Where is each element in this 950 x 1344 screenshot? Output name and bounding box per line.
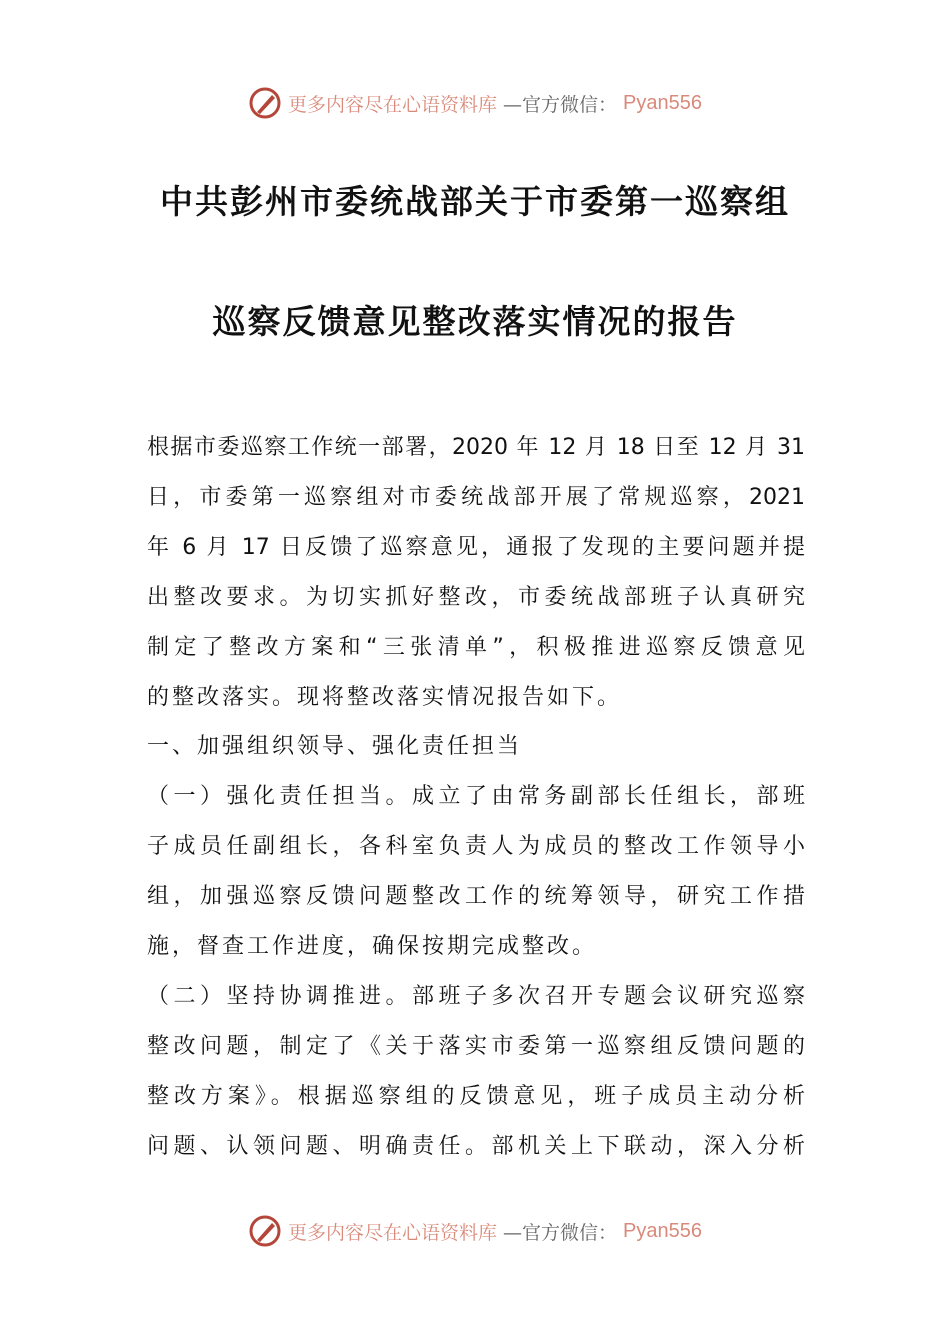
watermark-wechat-id: Pyan556 bbox=[623, 91, 702, 114]
pen-logo-icon bbox=[248, 1214, 282, 1248]
body-text-line: 整改问题，制定了《关于落实市委第一巡察组反馈问题的 bbox=[147, 1033, 805, 1059]
watermark-text: 更多内容尽在心语资料库 bbox=[288, 93, 498, 116]
body-text-line: 问题、认领问题、明确责任。部机关上下联动，深入分析 bbox=[147, 1133, 805, 1159]
body-text-line: 年 6 月 17 日反馈了巡察意见，通报了发现的主要问题并提 bbox=[147, 534, 805, 560]
watermark-wechat-label: —官方微信： bbox=[503, 1221, 618, 1244]
header-watermark bbox=[0, 83, 950, 123]
body-text-line: 出整改要求。为切实抓好整改，市委统战部班子认真研究 bbox=[147, 584, 805, 610]
body-text-line: 制定了整改方案和“三张清单”，积极推进巡察反馈意见 bbox=[147, 634, 805, 660]
body-text-line: 子成员任副组长，各科室负责人为成员的整改工作领导小 bbox=[147, 834, 805, 860]
watermark-wechat-label: —官方微信： bbox=[503, 93, 618, 116]
watermark-wechat-id: Pyan556 bbox=[623, 1219, 702, 1242]
body-text-line: 一、加强组织领导、强化责任担当 bbox=[147, 734, 523, 760]
body-text-line: 整改方案》。根据巡察组的反馈意见，班子成员主动分析 bbox=[147, 1083, 805, 1109]
body-text-line: 组，加强巡察反馈问题整改工作的统筹领导，研究工作措 bbox=[147, 884, 805, 910]
footer-watermark bbox=[0, 1211, 950, 1251]
watermark-text: 更多内容尽在心语资料库 bbox=[288, 1221, 498, 1244]
document-title-line-2: 巡察反馈意见整改落实情况的报告 bbox=[212, 302, 738, 341]
body-text-line: 日，市委第一巡察组对市委统战部开展了常规巡察，2021 bbox=[147, 484, 805, 510]
body-text-line: （二）坚持协调推进。部班子多次召开专题会议研究巡察 bbox=[147, 983, 805, 1009]
body-text-line: 施，督查工作进度，确保按期完成整改。 bbox=[147, 934, 598, 959]
document-title-line-1: 中共彭州市委统战部关于市委第一巡察组 bbox=[160, 182, 790, 221]
body-text-line: （一）强化责任担当。成立了由常务副部长任组长，部班 bbox=[147, 784, 805, 810]
pen-logo-icon bbox=[248, 86, 282, 120]
body-text-line: 的整改落实。现将整改落实情况报告如下。 bbox=[147, 684, 623, 710]
body-text-line: 根据市委巡察工作统一部署，2020 年 12 月 18 日至 12 月 31 bbox=[147, 435, 805, 460]
